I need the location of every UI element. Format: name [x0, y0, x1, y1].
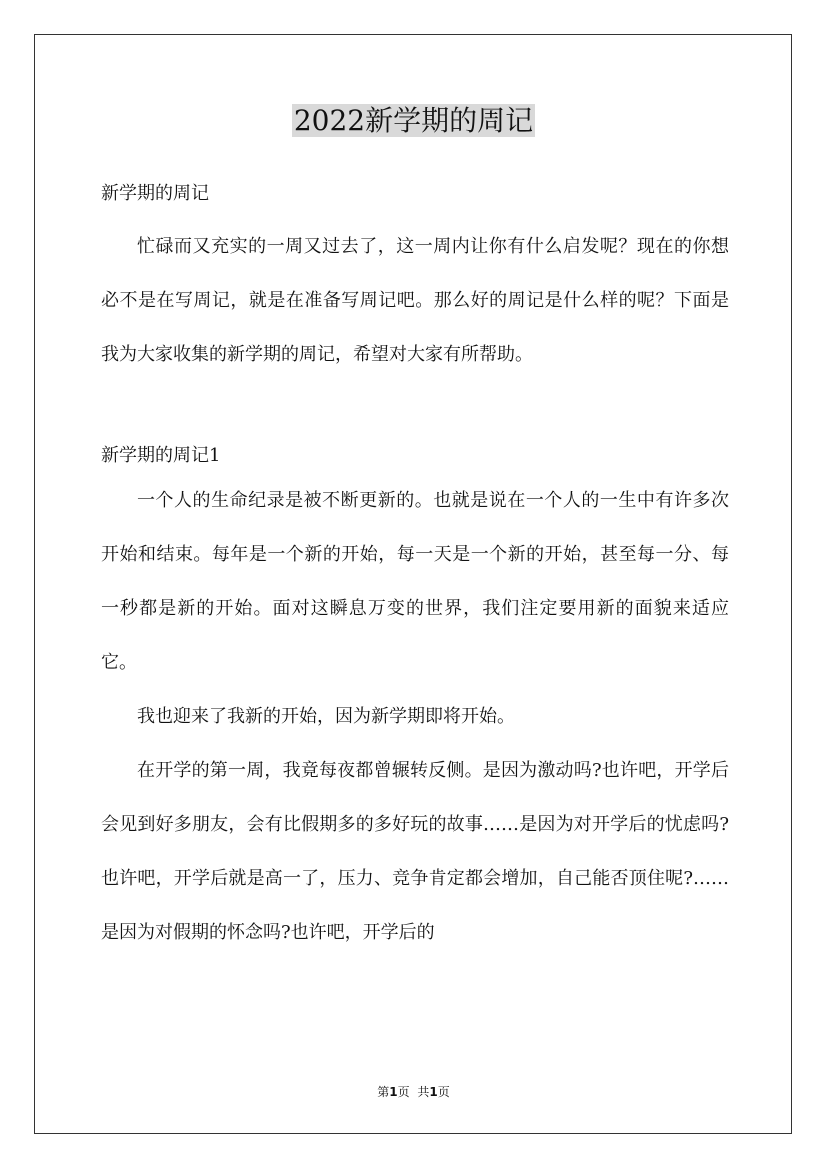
- total-suffix: 页: [437, 1085, 450, 1099]
- body-paragraph: 我也迎来了我新的开始，因为新学期即将开始。: [137, 706, 515, 727]
- page-suffix: 页: [397, 1085, 410, 1099]
- document-title: [0, 100, 827, 142]
- document-title-text: 2022新学期的周记: [293, 104, 534, 137]
- section-heading: 新学期的周记1: [101, 445, 221, 466]
- body-paragraph: 在开学的第一周，我竟每夜都曾辗转反侧。是因为激动吗?也许吧，开学后会见到好多朋友，会有比假期多的多好玩的故事……是因为对开学后的忧虑吗?也许吧，开学后就是高一了，压力、竞争肯定都会增加，自己能否顶住呢?……是因为对假期的怀念吗?也许吧，开学后的: [101, 760, 729, 943]
- section-heading: 新学期的周记: [101, 183, 209, 204]
- body-paragraph: 一个人的生命纪录是被不断更新的。也就是说在一个人的一生中有许多次开始和结束。每年是一个新的开始，每一天是一个新的开始，甚至每一分、每一秒都是新的开始。面对这瞬息万变的世界，我们注定要用新的面貌来适应它。: [101, 490, 729, 673]
- document-body: [101, 176, 729, 960]
- page-number: 1: [389, 1085, 398, 1099]
- page-prefix: 第: [377, 1085, 390, 1099]
- intro-paragraph: 忙碌而又充实的一周又过去了，这一周内让你有什么启发呢？现在的你想必不是在写周记，就是在准备写周记吧。那么好的周记是什么样的呢？下面是我为大家收集的新学期的周记，希望对大家有所帮助。: [101, 236, 729, 365]
- page-footer: [0, 1083, 827, 1101]
- total-prefix: 共: [417, 1085, 430, 1099]
- total-pages: 1: [429, 1085, 438, 1099]
